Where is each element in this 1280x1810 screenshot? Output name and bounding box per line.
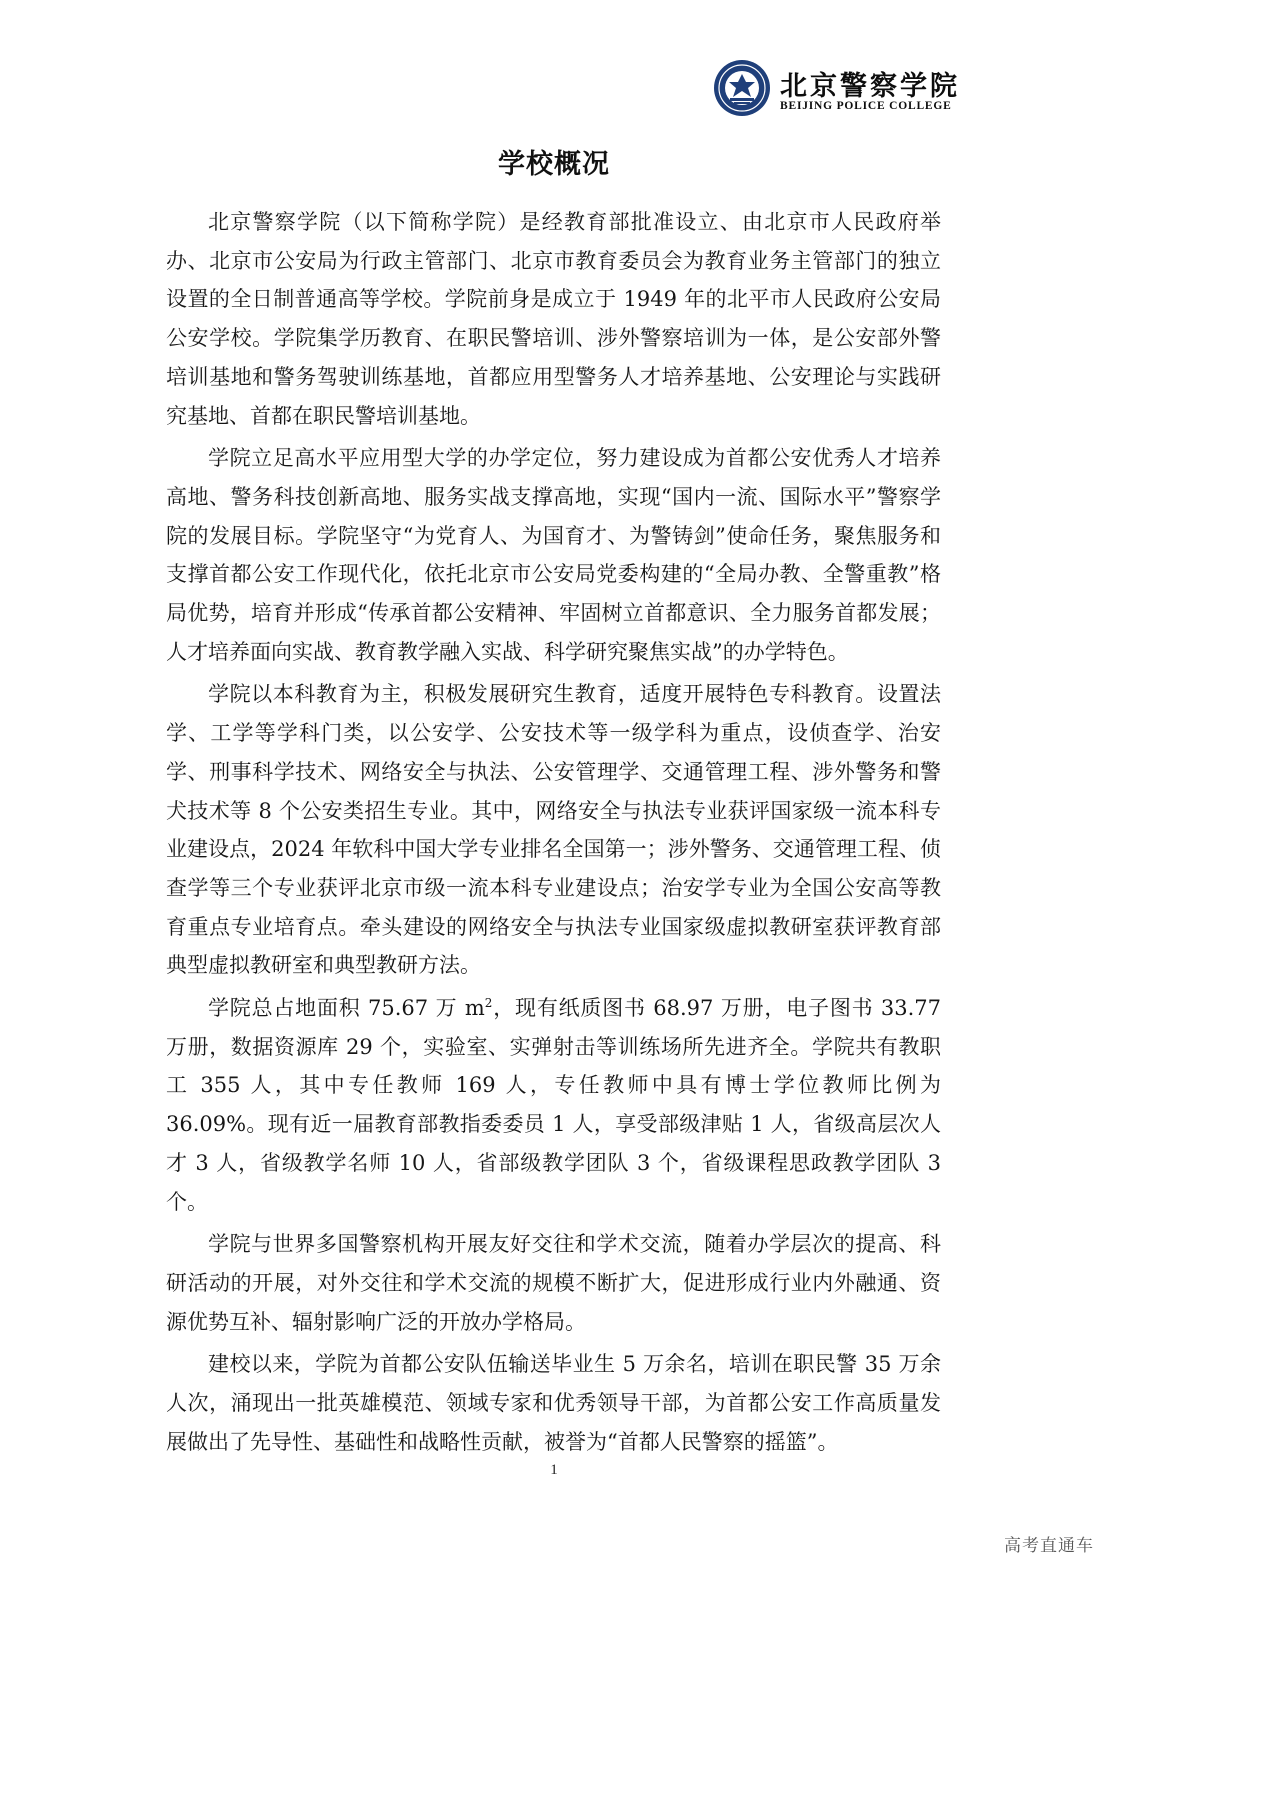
paragraph-international: 学院与世界多国警察机构开展友好交往和学术交流，随着办学层次的提高、科研活动的开展，对外交往和学术交流的规模不断扩大，促进形成行业内外融通、资源优势互补、辐射影响广泛的开放办学格局。: [166, 1232, 941, 1334]
resources-text-start: 学院总占地面积 75.67 万 m: [208, 996, 485, 1021]
logo-chinese-name: 北京警察学院: [780, 71, 960, 102]
page-number: 1: [550, 1462, 558, 1478]
logo-english-name: BEIJING POLICE COLLEGE: [780, 100, 952, 112]
paragraph-resources: [166, 989, 941, 1221]
watermark-text: 高考直通车: [1004, 1536, 1094, 1556]
paragraph-achievements: 建校以来，学院为首都公安队伍输送毕业生 5 万余名，培训在职民警 35 万余人次，涌现出一批英雄模范、领域专家和优秀领导干部，为首都公安工作高质量发展做出了先导性、基础性和战略性贡献，被誉为“首都人民警察的摇篮”。: [166, 1352, 941, 1454]
resources-text-end: ，现有纸质图书 68.97 万册，电子图书 33.77 万册，数据资源库 29 个，实验室、实弹射击等训练场所先进齐全。学院共有教职工 355 人，其中专任教师 169 人，专任教师中具有博士学位教师比例为 36.09%。现有近一届教育部教指委委员 1 人，享受部级津贴 1 人，省级高层次人才 3 人，省级教学名师 10 人，省部级教学团队 3 个，省级课程思政教学团队 3 个。: [166, 996, 941, 1214]
paragraph-education: 学院以本科教育为主，积极发展研究生教育，适度开展特色专科教育。设置法学、工学等学科门类，以公安学、公安技术等一级学科为重点，设侦查学、治安学、刑事科学技术、网络安全与执法、公安管理学、交通管理工程、涉外警务和警犬技术等 8 个公安类招生专业。其中，网络安全与执法专业获评国家级一流本科专业建设点，2024 年软科中国大学专业排名全国第一；涉外警务、交通管理工程、侦查学等三个专业获评北京市级一流本科专业建设点；治安学专业为全国公安高等教育重点专业培育点。牵头建设的网络安全与执法专业国家级虚拟教研室获评教育部典型虚拟教研室和典型教研方法。: [166, 682, 941, 978]
paragraph-intro: 北京警察学院（以下简称学院）是经教育部批准设立、由北京市人民政府举办、北京市公安局为行政主管部门、北京市教育委员会为教育业务主管部门的独立设置的全日制普通高等学校。学院前身是成立于 1949 年的北平市人民政府公安局公安学校。学院集学历教育、在职民警培训、涉外警察培训为一体，是公安部外警培训基地和警务驾驶训练基地，首都应用型警务人才培养基地、公安理论与实践研究基地、首都在职民警培训基地。: [166, 210, 941, 428]
document-body: [166, 203, 941, 1466]
college-emblem-icon: [712, 58, 772, 118]
paragraph-positioning: 学院立足高水平应用型大学的办学定位，努力建设成为首都公安优秀人才培养高地、警务科技创新高地、服务实战支撑高地，实现“国内一流、国际水平”警察学院的发展目标。学院坚守“为党育人、为国育才、为警铸剑”使命任务，聚焦服务和支撑首都公安工作现代化，依托北京市公安局党委构建的“全局办教、全警重教”格局优势，培育并形成“传承首都公安精神、牢固树立首都意识、全力服务首都发展；人才培养面向实战、教育教学融入实战、科学研究聚焦实战”的办学特色。: [166, 446, 941, 664]
college-logo: [712, 58, 960, 122]
area-unit-superscript: 2: [484, 996, 493, 1011]
page-title: 学校概况: [498, 149, 610, 180]
